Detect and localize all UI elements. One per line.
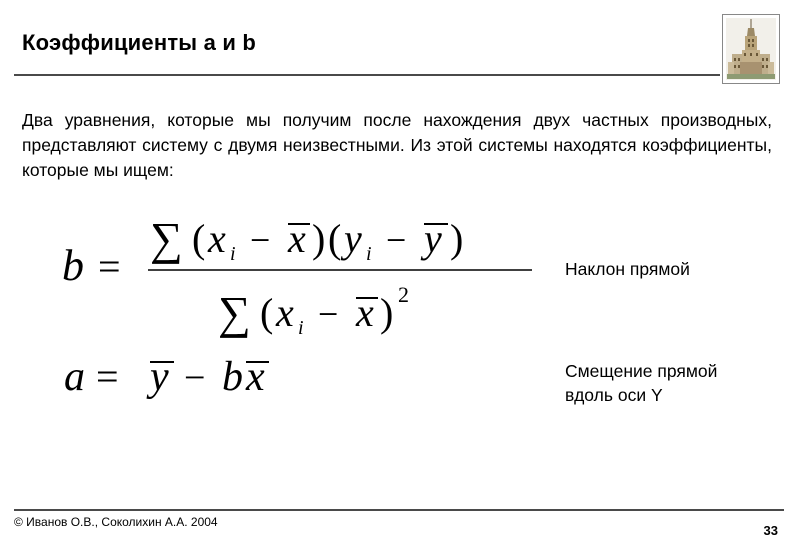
a-lhs: a	[64, 354, 85, 400]
formula-a	[62, 350, 302, 410]
numerator-sum-symbol: ∑	[150, 213, 183, 264]
numerator-sub-i-1: i	[230, 243, 236, 265]
a-y-bar: y	[150, 354, 169, 400]
formula-b	[62, 210, 542, 340]
footer-copyright: © Иванов О.В., Соколихин А.А. 2004	[14, 515, 218, 529]
denominator-x-i: x	[276, 290, 294, 335]
numerator-x-bar: x	[288, 216, 306, 261]
numerator-lparen-1: (	[192, 216, 206, 261]
denominator-sum-symbol: ∑	[218, 287, 251, 338]
a-x-bar: x	[246, 354, 265, 400]
intro-paragraph: Два уравнения, которые мы получим после нахождения двух частных производных, представляют систему с двумя неизвестными. Из этой системы находятся коэффициенты, которые мы ищем:	[22, 110, 772, 180]
denominator-sub-i: i	[298, 317, 304, 339]
numerator-rparen-1: )	[312, 216, 326, 261]
slide-title: Коэффициенты a и b	[22, 30, 257, 55]
denominator-rparen: )	[380, 290, 394, 335]
denominator-square-exponent: 2	[398, 282, 409, 307]
b-equals: =	[98, 244, 121, 289]
a-b: b	[222, 354, 243, 400]
numerator-minus-1: −	[250, 220, 271, 260]
numerator-lparen-2: (	[328, 216, 342, 261]
footer-divider	[14, 509, 784, 511]
university-building-icon	[722, 14, 780, 84]
numerator-y-i: y	[344, 216, 362, 261]
intercept-label-line-1: Смещение прямой	[565, 361, 718, 381]
a-minus: −	[184, 357, 206, 399]
numerator-rparen-2: )	[450, 216, 464, 261]
denominator-minus: −	[318, 294, 339, 334]
numerator-minus-2: −	[386, 220, 407, 260]
page-number: 33	[763, 523, 778, 538]
b-lhs: b	[62, 241, 84, 290]
a-equals: =	[96, 354, 119, 399]
numerator-x-i: x	[208, 216, 226, 261]
numerator-y-bar: y	[424, 216, 442, 261]
denominator-lparen: (	[260, 290, 274, 335]
title-divider	[14, 74, 720, 76]
denominator-x-bar: x	[356, 290, 374, 335]
slope-label: Наклон прямой	[565, 259, 690, 279]
intercept-label-line-2: вдоль оси Y	[565, 385, 663, 405]
numerator-sub-i-2: i	[366, 243, 372, 265]
